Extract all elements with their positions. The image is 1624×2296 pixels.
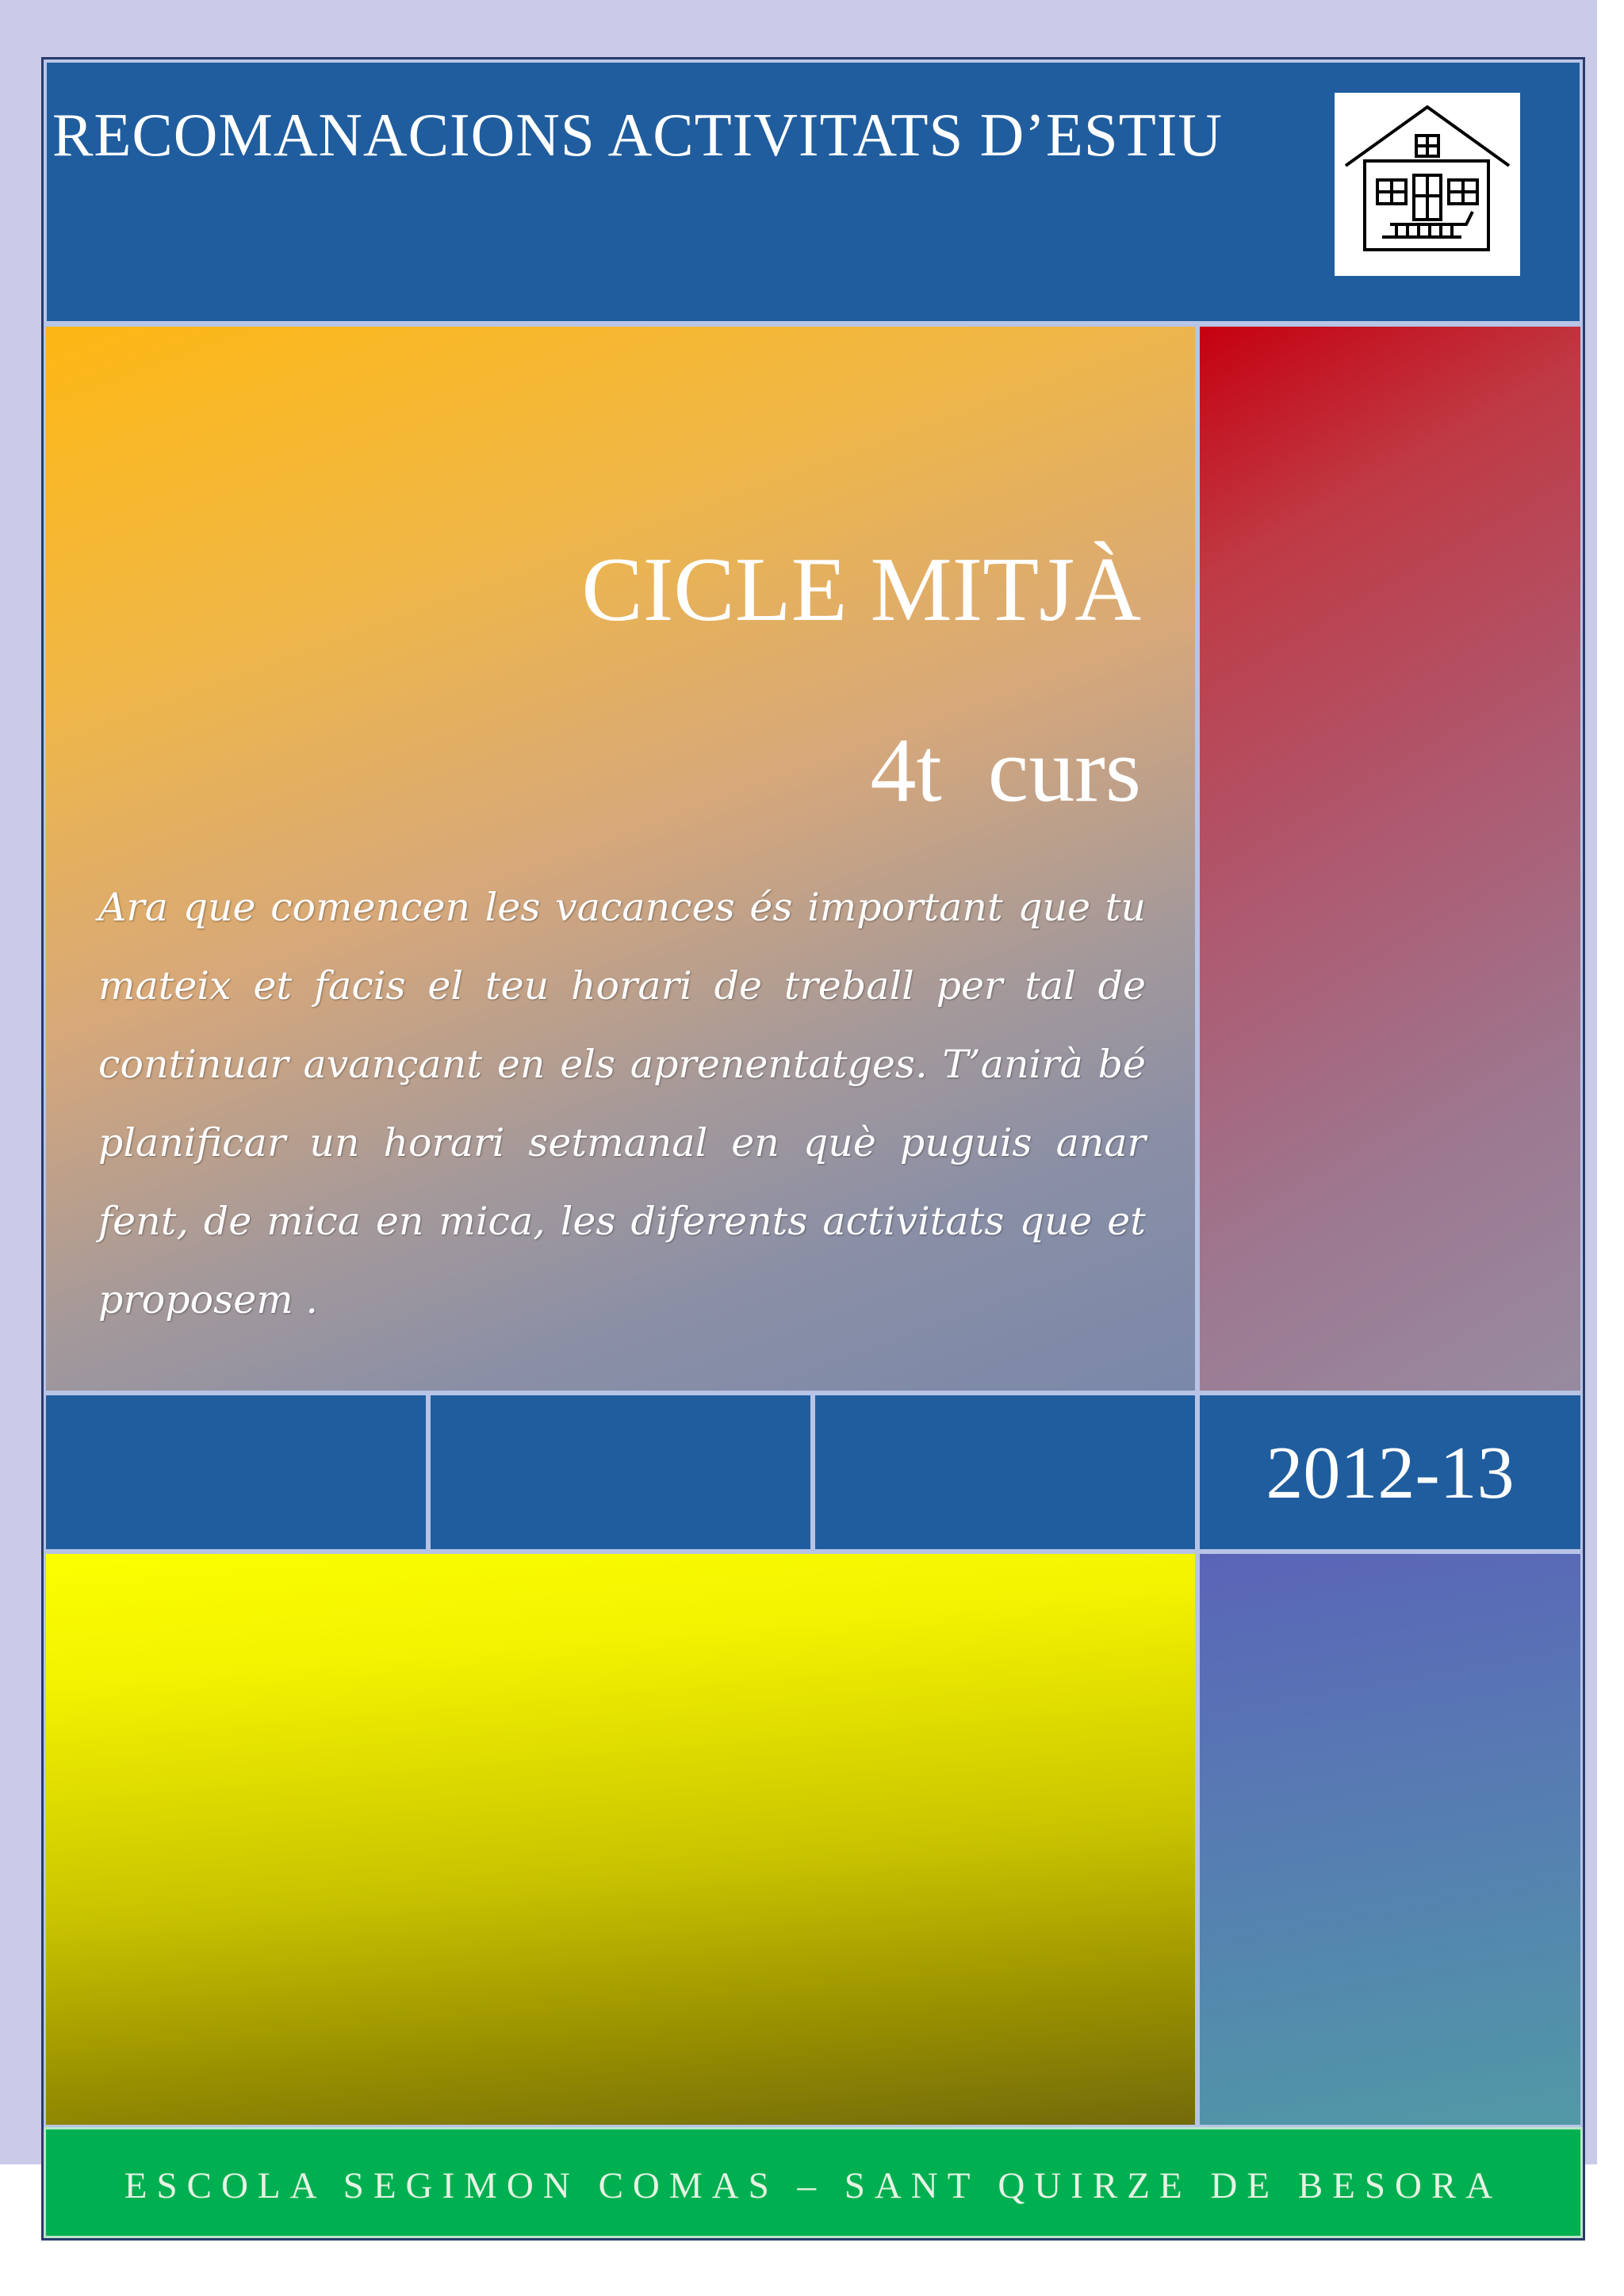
school-year: 2012-13 <box>1266 1432 1515 1514</box>
blue-band-cell-1 <box>44 1393 428 1552</box>
intro-text: Ara que comencen les vacances és important que tu mateix et facis el teu horari de treball per tal de continuar avançant en els aprenentatges. T’anirà bé planificar un horari setmanal en què puguis anar fent, de mica en mica, les diferents activitats que et proposem . <box>98 885 1146 1322</box>
blue-decorative-panel <box>1197 1552 1583 2127</box>
school-logo <box>1335 93 1520 276</box>
course-title: 4t curs <box>870 720 1141 821</box>
blue-band-cell-2 <box>428 1393 813 1552</box>
header-title: RECOMANACIONS ACTIVITATS D’ESTIU <box>52 101 1224 169</box>
school-name: ESCOLA SEGIMON COMAS – SANT QUIRZE DE BESORA <box>124 2165 1503 2206</box>
blue-band-cell-3 <box>813 1393 1197 1552</box>
school-house-icon <box>1335 93 1520 276</box>
red-decorative-panel <box>1197 324 1583 1393</box>
cycle-title: CICLE MITJÀ <box>581 539 1141 641</box>
yellow-decorative-panel <box>44 1552 1197 2127</box>
